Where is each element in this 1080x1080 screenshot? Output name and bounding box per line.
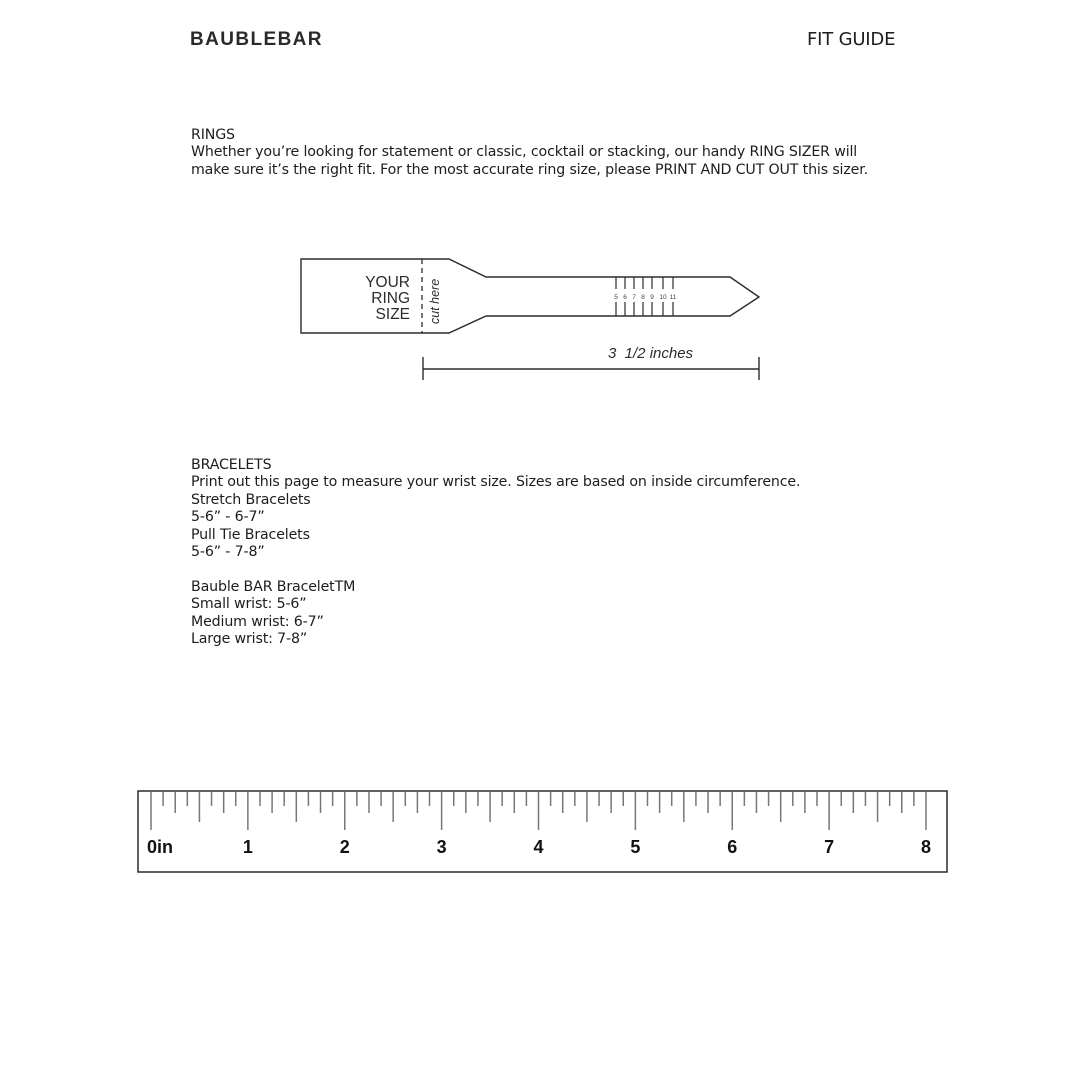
- bracelets-section: [191, 457, 800, 648]
- rings-heading: RINGS: [191, 127, 235, 143]
- ring-sizer-outline: [301, 259, 759, 333]
- small-wrist-size: Small wrist: 5-6”: [191, 596, 307, 613]
- ruler-label: 4: [533, 837, 544, 857]
- bracelets-intro: Print out this page to measure your wrist size. Sizes are based on inside circumference.: [191, 474, 801, 491]
- ring-sizer-diagram: [296, 252, 776, 387]
- ring-size-label: 7: [632, 294, 636, 301]
- ruler-label: 6: [727, 837, 738, 857]
- ruler-label: 5: [630, 837, 641, 857]
- baublebar-bracelet-label: Bauble BAR BraceletTM: [191, 578, 356, 595]
- pull-tie-bracelets-label: Pull Tie Bracelets: [191, 526, 310, 543]
- stretch-bracelets-label: Stretch Bracelets: [191, 491, 311, 508]
- brand-logo: BAUBLEBAR: [190, 29, 323, 50]
- ring-size-label: 11: [669, 294, 677, 301]
- stretch-bracelets-sizes: 5-6” - 6-7”: [191, 509, 265, 526]
- medium-wrist-size: Medium wrist: 6-7”: [191, 613, 324, 630]
- your-ring-size-line-3: SIZE: [375, 306, 410, 323]
- rings-description-line-1: Whether you’re looking for statement or classic, cocktail or stacking, our handy RING SIZER will: [191, 144, 858, 161]
- ring-size-label: 6: [623, 294, 627, 301]
- ruler-label: 0in: [147, 837, 174, 857]
- ruler-label: 7: [824, 837, 835, 857]
- ring-size-label: 9: [650, 294, 654, 301]
- your-ring-size-line-1: YOUR: [365, 274, 410, 291]
- ruler-label: 1: [242, 837, 253, 857]
- ring-size-marks: [614, 277, 677, 316]
- rings-description-line-2: make sure it’s the right fit. For the most accurate ring size, please PRINT AND CUT OUT this sizer.: [191, 161, 868, 178]
- ring-size-label: 5: [614, 294, 618, 301]
- pull-tie-bracelets-sizes: 5-6” - 7-8”: [191, 544, 265, 561]
- cut-here-label: cut here: [428, 278, 442, 324]
- ruler-label: 8: [920, 837, 932, 857]
- measure-label: 3 1/2 inches: [608, 345, 694, 362]
- rings-section: [191, 127, 868, 179]
- ring-size-label: 10: [659, 294, 667, 301]
- page-title: FIT GUIDE: [807, 29, 896, 50]
- printable-ruler: [137, 790, 949, 874]
- ruler-label: 2: [339, 837, 350, 857]
- ring-size-label: 8: [641, 294, 645, 301]
- bracelets-heading: BRACELETS: [191, 457, 272, 473]
- your-ring-size-line-2: RING: [371, 290, 410, 307]
- spacer: [191, 561, 800, 578]
- large-wrist-size: Large wrist: 7-8”: [191, 631, 308, 648]
- ruler-label: 3: [436, 837, 447, 857]
